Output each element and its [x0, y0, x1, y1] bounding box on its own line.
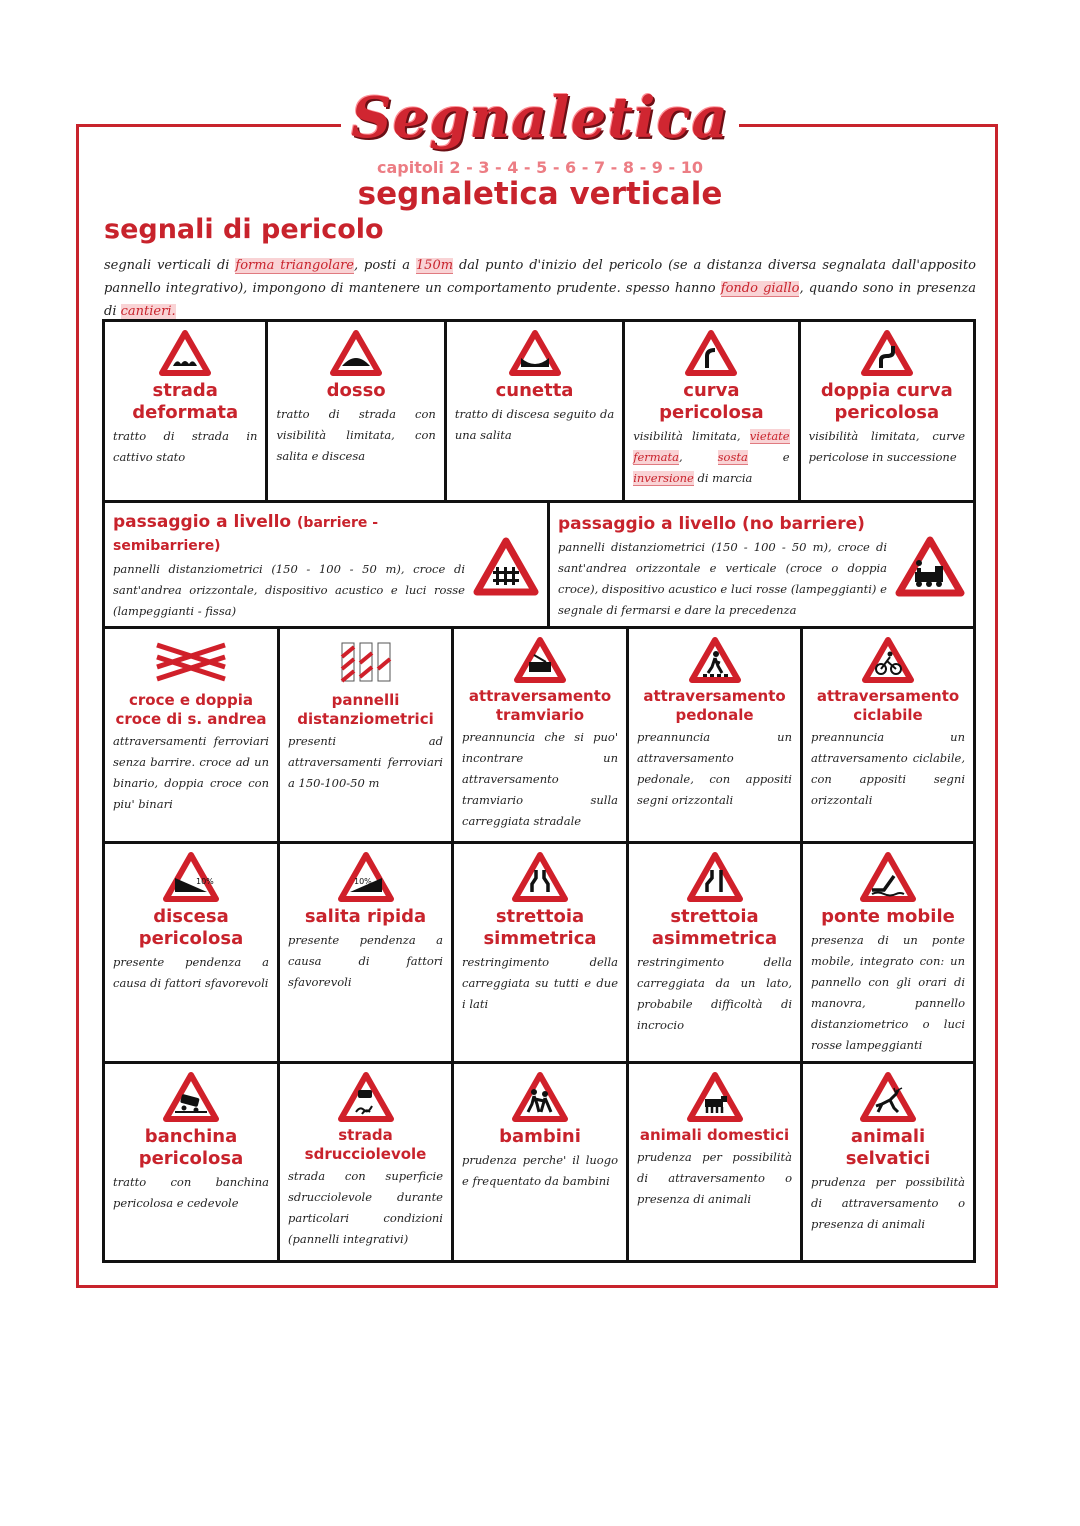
row-3	[102, 629, 976, 844]
cell-animali-selvatici: animali selvatici prudenza per possibilità di attraversamento o presenza di animali	[803, 1064, 976, 1263]
cell-attraversamento-ciclabile: attraversamento ciclabile preannuncia un attraversamento ciclabile, con appositi segni orizzontali	[803, 629, 976, 844]
slippery-road-sign-icon	[338, 1072, 394, 1122]
cell-strettoia-asimmetrica: strettoia asimmetrica restringimento della carreggiata da un lato, probabile difficoltà di incrocio	[629, 844, 803, 1064]
level-crossing-gated-sign-icon	[473, 537, 539, 597]
distance-panels-icon	[336, 637, 396, 687]
chapters-line: capitoli 2 - 3 - 4 - 5 - 6 - 7 - 8 - 9 - 10	[377, 158, 703, 177]
cell-bambini: bambini prudenza perche' il luogo e frequentato da bambini	[454, 1064, 629, 1263]
cell-banchina-pericolosa: banchina pericolosa tratto con banchina pericolosa e cedevole	[105, 1064, 280, 1263]
row-4	[102, 844, 976, 1064]
svg-text:10%: 10%	[353, 877, 372, 886]
cell-doppia-curva: doppia curva pericolosa visibilità limitata, curve pericolose in successione	[801, 322, 976, 503]
cell-passaggio-barriere: passaggio a livello (barriere - semibarriere) pannelli distanziometrici (150 - 100 - 50 m), croce di sant'andrea orizzontale, dispositivo acustico e luci rosse (lampeggianti - fissa)	[105, 503, 550, 629]
cell-discesa-pericolosa: 10% discesa pericolosa presente pendenza a causa di fattori sfavorevoli	[105, 844, 280, 1064]
steep-descent-sign-icon	[163, 852, 219, 902]
section-title: segnali di pericolo	[104, 214, 384, 245]
cell-attraversamento-tramviario: attraversamento tramviario preannuncia che si puo' incontrare un attraversamento tramviario sulla carreggiata stradale	[454, 629, 629, 844]
curve-description: visibilità limitata, vietate fermata, sosta e inversione di marcia	[633, 429, 790, 485]
cell-salita-ripida: 10% salita ripida presente pendenza a causa di fattori sfavorevoli	[280, 844, 454, 1064]
cell-pannelli-distanziometrici: pannelli distanziometrici presenti ad attraversamenti ferroviari a 150-100-50 m	[280, 629, 454, 844]
cell-animali-domestici: animali domestici prudenza per possibilità di attraversamento o presenza di animali	[629, 1064, 803, 1263]
double-curve-sign-icon	[861, 330, 913, 376]
cell-strettoia-simmetrica: strettoia simmetrica restringimento della carreggiata su tutti e due i lati	[454, 844, 629, 1064]
cell-attraversamento-pedonale: attraversamento pedonale preannuncia un attraversamento pedonale, con appositi segni orizzontali	[629, 629, 803, 844]
intro-paragraph: segnali verticali di forma triangolare, posti a 150m dal punto d'inizio del pericolo (se a distanza diversa segnalata dall'apposito pannello integrativo), impongono di mantenere un comportamento prudente. spesso hanno fondo giallo, quando sono in presenza di cantieri.	[104, 258, 977, 319]
cell-dosso: dosso tratto di strada con visibilità limitata, con salita e discesa	[268, 322, 446, 503]
svg-text:10%: 10%	[196, 877, 214, 886]
wild-animals-sign-icon	[860, 1072, 916, 1122]
steep-ascent-sign-icon	[338, 852, 394, 902]
curve-sign-icon	[685, 330, 737, 376]
cell-strada-deformata: strada deformata tratto di strada in cattivo stato	[105, 322, 268, 503]
cell-croce-s-andrea: croce e doppia croce di s. andrea attraversamenti ferroviari senza barrire. croce ad un binario, doppia croce con piu' binari	[105, 629, 280, 844]
cell-ponte-mobile: ponte mobile presenza di un ponte mobile, integrato con: un pannello con gli orari di manovra, pannello distanziometrico o luci rosse lampeggianti	[803, 844, 976, 1064]
cell-strada-sdrucciolevole: strada sdrucciolevole strada con superficie sdrucciolevole durante particolari condizioni (pannelli integrativi)	[280, 1064, 454, 1263]
bumpy-road-sign-icon	[159, 330, 211, 376]
subtitle: segnaletica verticale	[357, 176, 723, 212]
children-sign-icon	[512, 1072, 568, 1122]
soft-verge-sign-icon	[163, 1072, 219, 1122]
road-narrows-both-sign-icon	[512, 852, 568, 902]
tram-crossing-sign-icon	[514, 637, 566, 683]
road-narrows-side-sign-icon	[687, 852, 743, 902]
cell-cunetta: cunetta tratto di discesa seguito da una salita	[447, 322, 625, 503]
st-andrew-cross-icon	[149, 637, 233, 687]
row-2	[102, 503, 976, 629]
movable-bridge-sign-icon	[860, 852, 916, 902]
pedestrian-crossing-sign-icon	[689, 637, 741, 683]
bicycle-crossing-sign-icon	[862, 637, 914, 683]
cell-curva-pericolosa: curva pericolosa visibilità limitata, vietate fermata, sosta e inversione di marcia	[625, 322, 800, 503]
dip-sign-icon	[509, 330, 561, 376]
domestic-animals-sign-icon	[687, 1072, 743, 1122]
cell-passaggio-no-barriere: passaggio a livello (no barriere) pannelli distanziometrici (150 - 100 - 50 m), croce di sant'andrea orizzontale e verticale (croce o doppia croce), dispositivo acustico e luci rosse (lampeggianti) e segnale di fermarsi e dare la precedenza	[550, 503, 976, 629]
speed-bump-sign-icon	[330, 330, 382, 376]
row-1	[102, 319, 976, 503]
main-title: Segnaletica	[341, 86, 739, 150]
row-5	[102, 1064, 976, 1263]
level-crossing-train-sign-icon	[895, 536, 965, 598]
